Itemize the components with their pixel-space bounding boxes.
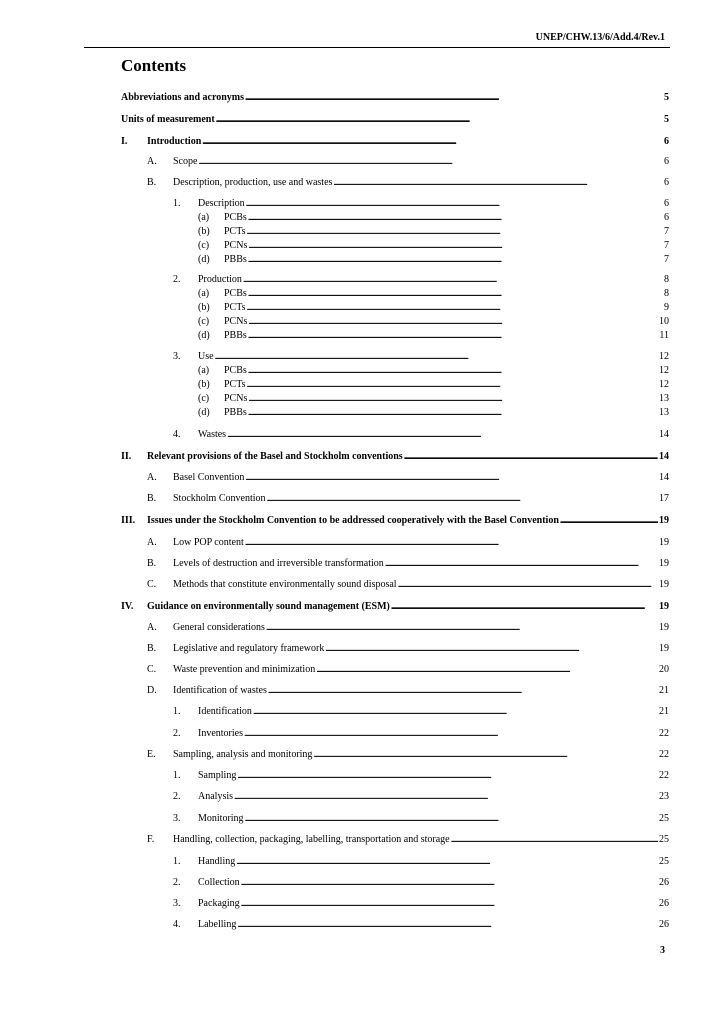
toc-entry-i-b-1-b[interactable]: (b) PCTs . . . 7: [198, 225, 669, 239]
toc-entry-i-a[interactable]: A. Scope . . . 6: [147, 155, 669, 169]
toc-entry-section-i[interactable]: I. Introduction . . . 6: [121, 135, 669, 149]
page-title: Contents: [121, 56, 187, 75]
toc-entry-i-b-1-c[interactable]: (c) PCNs . . . 7: [198, 239, 669, 253]
toc-entry-section-iii[interactable]: III. Issues under the Stockholm Convention to be addressed cooperatively with the Basel Convention . . . 19: [121, 514, 669, 528]
toc-entry-i-b[interactable]: B. Description, production, use and wastes . . . 6: [147, 176, 669, 190]
toc-entry-iv-d[interactable]: D. Identification of wastes . . . 21: [147, 684, 669, 698]
toc-entry-ii-a[interactable]: A. Basel Convention . . . 14: [147, 471, 669, 485]
toc-entry-iv-f-4[interactable]: 4. Labelling . . . 26: [173, 918, 669, 932]
toc-entry-i-b-1-a[interactable]: (a) PCBs . . . 6: [198, 211, 669, 225]
toc-entry-iv-d-2[interactable]: 2. Inventories . . . 22: [173, 727, 669, 741]
toc-entry-iv-e-1[interactable]: 1. Sampling . . . 22: [173, 769, 669, 783]
toc-entry-iv-e-2[interactable]: 2. Analysis . . . 23: [173, 790, 669, 804]
toc-entry-i-b-2-a[interactable]: (a) PCBs . . . 8: [198, 287, 669, 301]
toc-entry-i-b-3-a[interactable]: (a) PCBs . . . 12: [198, 364, 669, 378]
toc-entry-i-b-1-d[interactable]: (d) PBBs . . . 7: [198, 253, 669, 267]
page-number: 3: [660, 945, 665, 956]
toc-entry-iv-e-3[interactable]: 3. Monitoring . . . 25: [173, 812, 669, 826]
toc-entry-ii-b[interactable]: B. Stockholm Convention . . . 17: [147, 492, 669, 506]
toc-entry-section-ii[interactable]: II. Relevant provisions of the Basel and Stockholm conventions . . . 14: [121, 450, 669, 464]
toc-entry-iv-f[interactable]: F. Handling, collection, packaging, labelling, transportation and storage . . . 25: [147, 833, 669, 847]
toc-entry-i-b-3-c[interactable]: (c) PCNs . . . 13: [198, 392, 669, 406]
toc-entry-iv-f-3[interactable]: 3. Packaging . . . 26: [173, 897, 669, 911]
toc-entry-i-b-3-b[interactable]: (b) PCTs . . . 12: [198, 378, 669, 392]
toc-entry-i-b-2-d[interactable]: (d) PBBs . . . 11: [198, 329, 669, 343]
toc-entry-i-b-3-d[interactable]: (d) PBBs . . . 13: [198, 406, 669, 420]
toc-entry-iv-e[interactable]: E. Sampling, analysis and monitoring . . . 22: [147, 748, 669, 762]
document-symbol: UNEP/CHW.13/6/Add.4/Rev.1: [535, 32, 665, 43]
toc-entry-i-b-3[interactable]: 3. Use . . . 12: [173, 350, 669, 364]
toc-entry-i-b-2[interactable]: 2. Production . . . 8: [173, 273, 669, 287]
toc-entry-i-b-4[interactable]: 4. Wastes . . . 14: [173, 428, 669, 442]
toc-entry-iv-f-1[interactable]: 1. Handling . . . 25: [173, 855, 669, 869]
toc-entry-units[interactable]: Units of measurement . . . 5: [121, 113, 669, 127]
toc-entry-i-b-2-c[interactable]: (c) PCNs . . . 10: [198, 315, 669, 329]
toc-entry-iv-b[interactable]: B. Legislative and regulatory framework . . . 19: [147, 642, 669, 656]
toc-entry-iii-c[interactable]: C. Methods that constitute environmentally sound disposal . . . 19: [147, 578, 669, 592]
toc-entry-iv-a[interactable]: A. General considerations . . . 19: [147, 621, 669, 635]
toc-entry-iv-f-2[interactable]: 2. Collection . . . 26: [173, 876, 669, 890]
toc-entry-i-b-1[interactable]: 1. Description . . . 6: [173, 197, 669, 211]
toc-entry-iii-a[interactable]: A. Low POP content . . . 19: [147, 536, 669, 550]
toc-entry-iv-c[interactable]: C. Waste prevention and minimization . . . 20: [147, 663, 669, 677]
toc-entry-section-iv[interactable]: IV. Guidance on environmentally sound management (ESM) . . . 19: [121, 600, 669, 614]
toc-entry-iii-b[interactable]: B. Levels of destruction and irreversible transformation . . . 19: [147, 557, 669, 571]
toc-entry-iv-d-1[interactable]: 1. Identification . . . 21: [173, 705, 669, 719]
header-rule: [84, 47, 670, 48]
toc-entry-abbreviations[interactable]: Abbreviations and acronyms . . . 5: [121, 91, 669, 105]
toc-entry-i-b-2-b[interactable]: (b) PCTs . . . 9: [198, 301, 669, 315]
